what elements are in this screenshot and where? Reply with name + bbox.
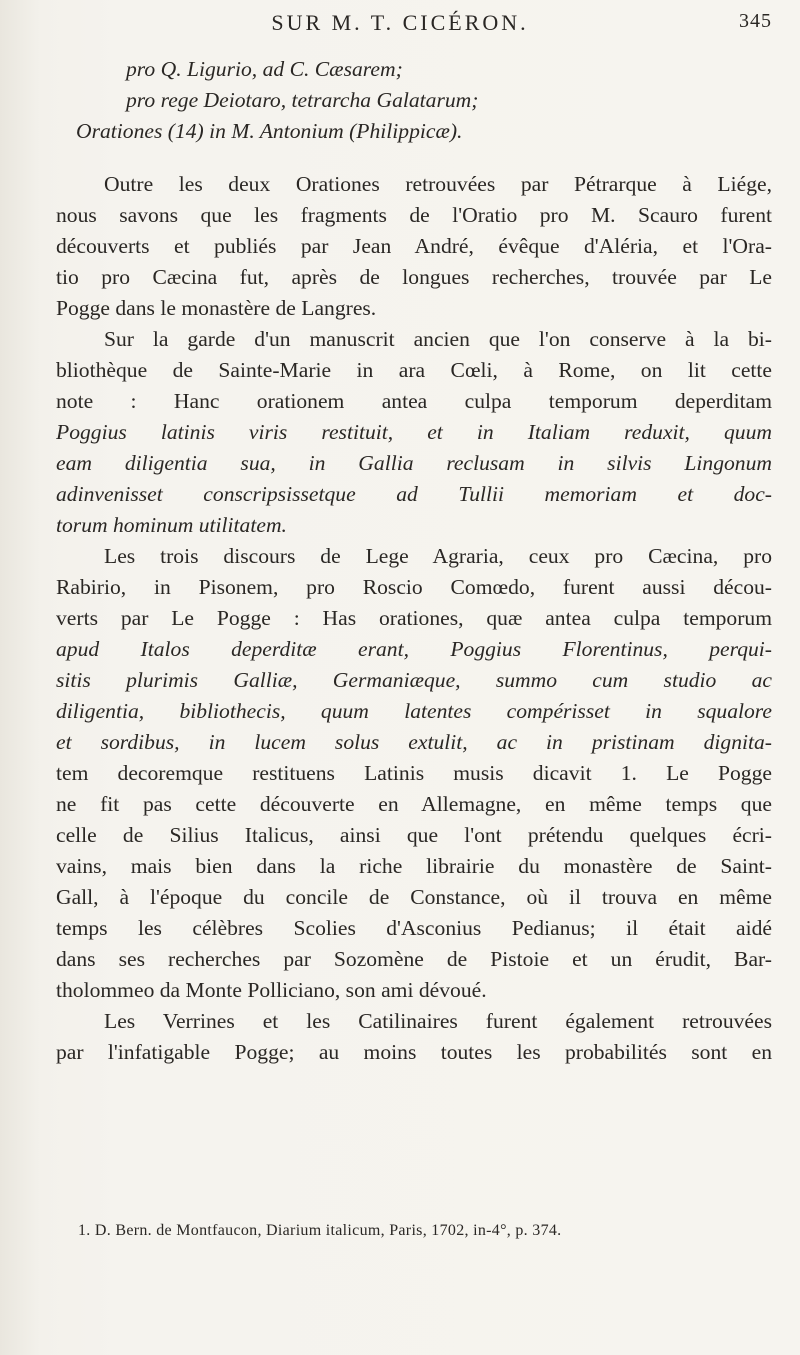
- text-line: dans ses recherches par Sozomène de Pistoie et un érudit, Bar-: [56, 947, 772, 971]
- text-line: par l'infatigable Pogge; au moins toutes les probabilités sont en: [56, 1040, 772, 1064]
- text-line: Les Verrines et les Catilinaires furent également retrouvées: [104, 1009, 772, 1033]
- text-line: tholommeo da Monte Polliciano, son ami dévoué.: [56, 978, 487, 1002]
- text-line: nous savons que les fragments de l'Oratio pro M. Scauro furent: [56, 203, 772, 227]
- text-line: eam diligentia sua, in Gallia reclusam in silvis Lingonum: [56, 451, 772, 475]
- text-line: vains, mais bien dans la riche librairie du monastère de Saint-: [56, 854, 772, 878]
- text-line: celle de Silius Italicus, ainsi que l'ont prétendu quelques écri-: [56, 823, 772, 847]
- text-line: adinvenisset conscripsissetque ad Tullii memoriam et doc-: [56, 482, 772, 506]
- text-line: note : Hanc orationem antea culpa temporum deperditam: [56, 389, 772, 413]
- text-line: torum hominum utilitatem.: [56, 513, 287, 537]
- text-line: Gall, à l'époque du concile de Constance, où il trouva en même: [56, 885, 772, 909]
- footnote: 1. D. Bern. de Montfaucon, Diarium italicum, Paris, 1702, in-4°, p. 374.: [78, 1222, 562, 1239]
- text-line: sitis plurimis Galliæ, Germaniæque, summo cum studio ac: [56, 668, 772, 692]
- body-text: [56, 54, 772, 1068]
- text-line: Outre les deux Orationes retrouvées par Pétrarque à Liége,: [104, 172, 772, 196]
- text-line: pro Q. Ligurio, ad C. Cæsarem;: [126, 57, 403, 81]
- text-line: Poggius latinis viris restituit, et in Italiam reduxit, quum: [56, 420, 772, 444]
- running-title: SUR M. T. CICÉRON.: [271, 10, 529, 35]
- text-line: Pogge dans le monastère de Langres.: [56, 296, 377, 320]
- text-line: Sur la garde d'un manuscrit ancien que l'on conserve à la bi-: [104, 327, 772, 351]
- text-line: verts par Le Pogge : Has orationes, quæ antea culpa temporum: [56, 606, 772, 630]
- text-line: Rabirio, in Pisonem, pro Roscio Comœdo, furent aussi décou-: [56, 575, 772, 599]
- text-line: Orationes (14) in M. Antonium (Philippicæ).: [76, 119, 463, 143]
- text-line: ne fit pas cette découverte en Allemagne, en même temps que: [56, 792, 772, 816]
- text-line: et sordibus, in lucem solus extulit, ac in pristinam dignita-: [56, 730, 772, 754]
- text-line: tio pro Cæcina fut, après de longues recherches, trouvée par Le: [56, 265, 772, 289]
- text-line: bliothèque de Sainte-Marie in ara Cœli, à Rome, on lit cette: [56, 358, 772, 382]
- text-line: pro rege Deiotaro, tetrarcha Galatarum;: [126, 88, 479, 112]
- text-line: diligentia, bibliothecis, quum latentes compérisset in squalore: [56, 699, 772, 723]
- text-line: découverts et publiés par Jean André, évêque d'Aléria, et l'Ora-: [56, 234, 772, 258]
- page-header: [0, 8, 800, 48]
- text-line: temps les célèbres Scolies d'Asconius Pedianus; il était aidé: [56, 916, 772, 940]
- page-number: 345: [739, 10, 772, 32]
- text-line: tem decoremque restituens Latinis musis dicavit 1. Le Pogge: [56, 761, 772, 785]
- text-line: Les trois discours de Lege Agraria, ceux pro Cæcina, pro: [104, 544, 772, 568]
- text-line: apud Italos deperditæ erant, Poggius Florentinus, perqui-: [56, 637, 772, 661]
